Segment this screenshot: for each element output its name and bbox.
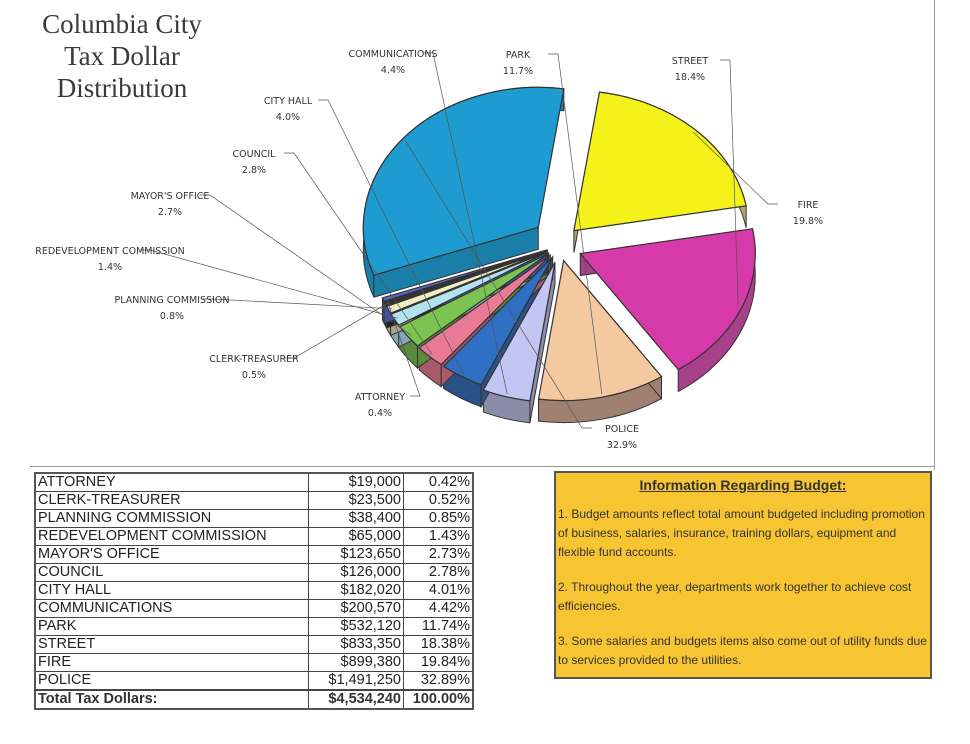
table-row — [35, 473, 473, 492]
slice-pct-label: 0.5% — [241, 370, 267, 381]
cell-name: STREET — [35, 636, 309, 654]
slice-label: STREET — [671, 56, 709, 67]
cell-pct: 19.84% — [404, 654, 474, 672]
cell-name: CITY HALL — [35, 582, 309, 600]
info-point-1: 1. Budget amounts reflect total amount budgeted including promotion of business, salaries, insurance, training dollars, equipment and flexible fund accounts. — [558, 507, 925, 559]
cell-pct: 2.73% — [404, 546, 474, 564]
budget-table — [34, 472, 474, 710]
slice-pct-label: 32.9% — [606, 440, 638, 451]
pie-slice-fire — [574, 92, 746, 231]
slice-pct-label: 2.7% — [157, 207, 183, 218]
cell-amount: $200,570 — [309, 600, 404, 618]
cell-pct: 4.01% — [404, 582, 474, 600]
leader-line — [140, 250, 398, 318]
slice-pct-label: 4.4% — [380, 65, 406, 76]
table-row — [35, 618, 473, 636]
cell-pct: 100.00% — [404, 690, 474, 709]
slice-label: MAYOR'S OFFICE — [130, 191, 210, 202]
slice-pct-label: 4.0% — [275, 112, 301, 123]
cell-pct: 18.38% — [404, 636, 474, 654]
slice-label: COMMUNICATIONS — [348, 49, 438, 60]
cell-amount: $19,000 — [309, 473, 404, 492]
slice-pct-label: 19.8% — [792, 216, 824, 227]
cell-pct: 0.42% — [404, 473, 474, 492]
slice-label: FIRE — [797, 200, 819, 211]
cell-name: REDEVELOPMENT COMMISSION — [35, 528, 309, 546]
cell-amount: $23,500 — [309, 492, 404, 510]
cell-amount: $65,000 — [309, 528, 404, 546]
slice-label: PLANNING COMMISSION — [114, 295, 230, 306]
cell-pct: 2.78% — [404, 564, 474, 582]
cell-pct: 11.74% — [404, 618, 474, 636]
info-point-3: 3. Some salaries and budgets items also come out of utility funds due to services provided to the utilities. — [558, 634, 927, 667]
table-row — [35, 672, 473, 691]
table-row — [35, 654, 473, 672]
slice-pct-label: 1.4% — [97, 262, 123, 273]
cell-pct: 1.43% — [404, 528, 474, 546]
table-row — [35, 528, 473, 546]
cell-amount: $123,650 — [309, 546, 404, 564]
cell-name: POLICE — [35, 672, 309, 691]
cell-amount: $182,020 — [309, 582, 404, 600]
title-line-3: Distribution — [56, 73, 188, 103]
table-row — [35, 546, 473, 564]
cell-amount: $833,350 — [309, 636, 404, 654]
slice-pct-label: 11.7% — [502, 66, 534, 77]
slice-label: POLICE — [605, 424, 639, 435]
slice-pct-label: 18.4% — [674, 72, 706, 83]
cell-amount: $38,400 — [309, 510, 404, 528]
cell-pct: 4.42% — [404, 600, 474, 618]
slice-label: CITY HALL — [263, 96, 313, 107]
table-row — [35, 564, 473, 582]
table-row — [35, 600, 473, 618]
title-line-1: Columbia City — [42, 9, 202, 39]
cell-name: PARK — [35, 618, 309, 636]
slice-pct-label: 0.4% — [367, 408, 393, 419]
cell-amount: $1,491,250 — [309, 672, 404, 691]
divider-vertical — [934, 0, 935, 470]
leader-line — [284, 303, 389, 358]
slice-label: REDEVELOPMENT COMMISSION — [35, 246, 185, 257]
cell-name: PLANNING COMMISSION — [35, 510, 309, 528]
info-point-2: 2. Throughout the year, departments work together to achieve cost efficiencies. — [558, 580, 912, 613]
table-row — [35, 492, 473, 510]
table-total-row — [35, 690, 473, 709]
cell-amount: $899,380 — [309, 654, 404, 672]
table-row — [35, 636, 473, 654]
slice-pct-label: 2.8% — [241, 165, 267, 176]
cell-pct: 32.89% — [404, 672, 474, 691]
cell-name: ATTORNEY — [35, 473, 309, 492]
cell-name: Total Tax Dollars: — [35, 690, 309, 709]
title-line-2: Tax Dollar — [64, 41, 180, 71]
cell-amount: $126,000 — [309, 564, 404, 582]
slice-label: CLERK-TREASURER — [209, 354, 299, 365]
cell-name: CLERK-TREASURER — [35, 492, 309, 510]
slice-label: COUNCIL — [232, 149, 276, 160]
cell-pct: 0.52% — [404, 492, 474, 510]
cell-name: FIRE — [35, 654, 309, 672]
cell-name: COMMUNICATIONS — [35, 600, 309, 618]
cell-name: COUNCIL — [35, 564, 309, 582]
slice-label: ATTORNEY — [354, 392, 406, 403]
cell-name: MAYOR'S OFFICE — [35, 546, 309, 564]
divider-horizontal — [30, 466, 935, 467]
table-row — [35, 582, 473, 600]
slice-label: PARK — [505, 50, 531, 61]
cell-amount: $4,534,240 — [309, 690, 404, 709]
leader-line — [202, 299, 392, 309]
info-heading: Information Regarding Budget: — [639, 477, 847, 493]
slice-pct-label: 0.8% — [159, 311, 185, 322]
table-row — [35, 510, 473, 528]
cell-amount: $532,120 — [309, 618, 404, 636]
info-box — [554, 471, 932, 679]
cell-pct: 0.85% — [404, 510, 474, 528]
